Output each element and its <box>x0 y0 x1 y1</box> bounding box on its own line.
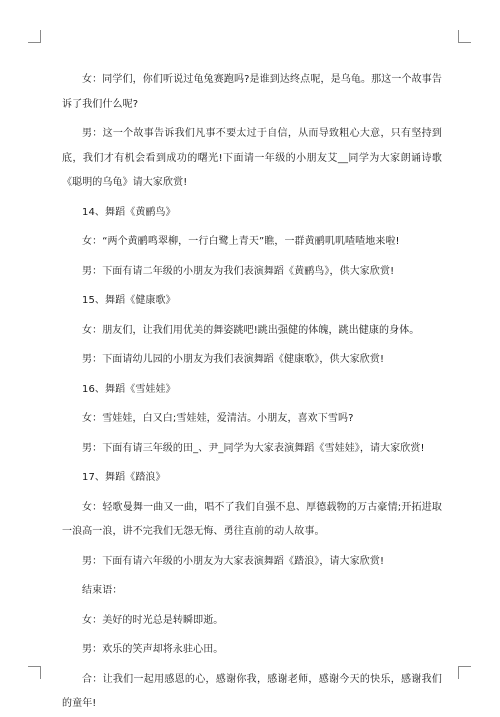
closing-male: 男：欢乐的笑声却将永驻心田。 <box>82 644 224 655</box>
closing-together: 合：让我们一起用感恩的心，感谢你我，感谢老师，感谢今天的快乐，感谢我们的童年! <box>62 673 442 709</box>
program-item-17-heading: 17、舞蹈《踏浪》 <box>82 472 166 483</box>
paragraph-14-male: 男：下面有请二年级的小朋友为我们表演舞蹈《黄鹂鸟》，供大家欣赏! <box>82 265 395 277</box>
paragraph-16-male: 男：下面有请三年级的田_、尹_同学为大家表演舞蹈《雪娃娃》，请大家欣赏! <box>82 442 425 454</box>
closing-female: 女：美好的时光总是转瞬即逝。 <box>82 614 224 626</box>
paragraph-15-female: 女：朋友们，让我们用优美的舞姿跳吧!跳出强健的体魄，跳出健康的身体。 <box>82 324 420 336</box>
crop-mark-top-left <box>28 30 41 43</box>
document-body <box>62 68 442 717</box>
paragraph-14-female: 女：“两个黄鹂鸣翠柳，一行白鹭上青天”瞧，一群黄鹂叽叽喳喳地来啦! <box>82 236 400 247</box>
closing-heading: 结束语： <box>82 585 123 596</box>
program-item-14-heading: 14、舞蹈《黄鹂鸟》 <box>82 206 176 218</box>
crop-mark-bottom-right <box>458 666 471 679</box>
paragraph-lesson-poem: 男：这一个故事告诉我们凡事不要太过于自信，从而导致粗心大意，只有坚持到底，我们才有机会看到成功的曙光!下面请一年级的小朋友艾__同学为大家朗诵诗歌《聪明的乌龟》请大家欣赏! <box>62 128 442 188</box>
paragraph-16-female: 女：雪娃娃，白又白;雪娃娃，爱清洁。小朋友，喜欢下雪吗? <box>82 413 354 424</box>
program-item-15-heading: 15、舞蹈《健康歌》 <box>82 295 176 306</box>
crop-mark-bottom-left <box>28 666 41 679</box>
paragraph-intro-question: 女：同学们，你们听说过龟兔赛跑吗?是谁到达终点呢，是乌龟。那这一个故事告诉了我们什么呢? <box>62 74 442 110</box>
paragraph-17-male: 男：下面有请六年级的小朋友为大家表演舞蹈《踏浪》，请大家欣赏! <box>82 555 385 567</box>
program-item-16-heading: 16、舞蹈《雪娃娃》 <box>82 383 176 395</box>
paragraph-15-male: 男：下面请幼儿园的小朋友为我们表演舞蹈《健康歌》，供大家欣赏! <box>82 354 385 365</box>
crop-mark-top-right <box>458 30 471 43</box>
paragraph-17-female: 女：轻歌曼舞一曲又一曲，唱不了我们自强不息、厚德载物的万古豪情;开拓进取一浪高一浪，讲不完我们无怨无悔、勇往直前的动人故事。 <box>62 501 442 537</box>
